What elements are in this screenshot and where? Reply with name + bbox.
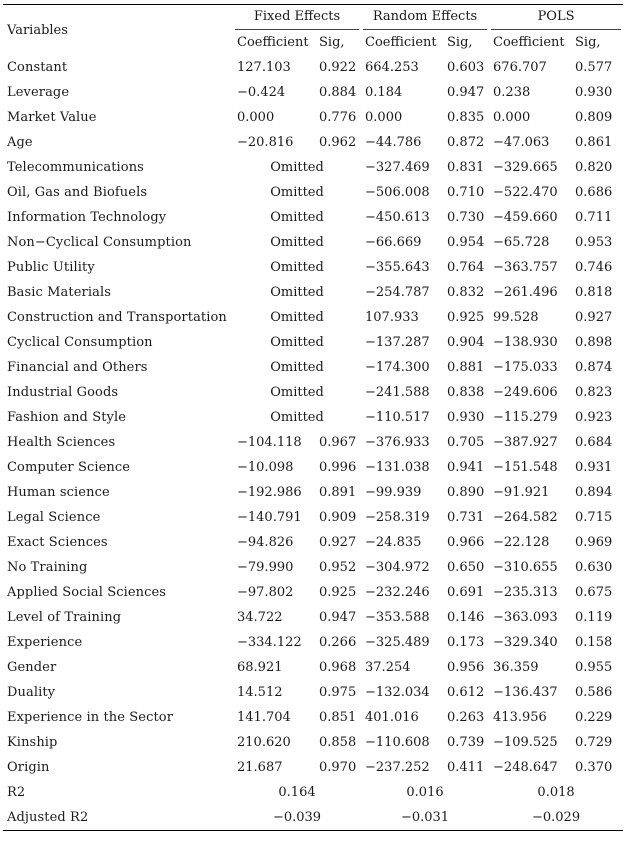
fe-coefficient-cell: 14.512 [237,685,283,700]
re-coefficient-cell: −353.588 [365,610,430,625]
table-body [3,55,623,831]
fe-coefficient-cell: −20.816 [237,135,294,150]
pols-sig-cell: 0.874 [575,360,613,375]
table-row [3,655,623,680]
pols-coefficient-cell: −264.582 [493,510,558,525]
fe-coefficient-cell: −79.990 [237,560,294,575]
re-sig-cell: 0.890 [447,485,485,500]
table-row [3,530,623,555]
pols-sig-cell: 0.931 [575,460,613,475]
fe-coefficient-header: Coefficient [237,35,309,50]
variable-name: Telecommunications [7,160,144,175]
summary-row [3,805,623,831]
variable-name: Fashion and Style [7,410,127,425]
re-sig-cell: 0.881 [447,360,485,375]
pols-sig-cell: 0.953 [575,235,613,250]
pols-coefficient-cell: −138.930 [493,335,558,350]
fe-omitted-cell: Omitted [270,360,324,375]
fe-sig-cell: 0.884 [319,85,357,100]
table-row [3,705,623,730]
fe-sig-cell: 0.922 [319,60,357,75]
fe-coefficient-cell: 21.687 [237,760,283,775]
re-coefficient-cell: −110.517 [365,410,430,425]
variable-name: Market Value [7,110,97,125]
pols-coefficient-cell: −329.340 [493,635,558,650]
pols-sig-cell: 0.823 [575,385,613,400]
re-coefficient-cell: −237.252 [365,760,430,775]
re-coefficient-cell: 664.253 [365,60,419,75]
re-sig-cell: 0.411 [447,760,485,775]
pols-sig-cell: 0.119 [575,610,613,625]
fe-sig-header: Sig, [319,35,345,50]
pols-sig-cell: 0.715 [575,510,613,525]
re-sig-cell: 0.710 [447,185,485,200]
re-coefficient-cell: 107.933 [365,310,419,325]
table-row [3,105,623,130]
re-sig-cell: 0.930 [447,410,485,425]
random-effects-header: Random Effects [361,5,489,31]
table-row [3,605,623,630]
fe-omitted-cell: Omitted [270,285,324,300]
fe-omitted-cell: Omitted [270,235,324,250]
summary-row [3,780,623,805]
fe-sig-cell: 0.927 [319,535,357,550]
variable-name: Leverage [7,85,70,100]
variable-name: Applied Social Sciences [7,585,167,600]
re-coefficient-cell: −132.034 [365,685,430,700]
re-sig-cell: 0.146 [447,610,485,625]
re-sig-cell: 0.612 [447,685,485,700]
variable-name: Construction and Transportation [7,310,227,325]
re-coefficient-cell: 401.016 [365,710,419,725]
re-coefficient-cell: −506.008 [365,185,430,200]
pols-coefficient-cell: 676.707 [493,60,547,75]
fe-sig-cell: 0.970 [319,760,357,775]
table-row [3,80,623,105]
fe-omitted-cell: Omitted [270,185,324,200]
re-coefficient-cell: −376.933 [365,435,430,450]
variable-name: Age [7,135,33,150]
summary-label: Adjusted R2 [3,805,233,831]
pols-coefficient-cell: −151.548 [493,460,558,475]
variable-name: Human science [7,485,110,500]
table-row [3,430,623,455]
summary-label: R2 [7,785,26,800]
re-summary-value: −0.031 [361,805,489,831]
re-sig-cell: 0.731 [447,510,485,525]
pols-coefficient-cell: −310.655 [493,560,558,575]
pols-coefficient-cell: −115.279 [493,410,558,425]
table-row [3,130,623,155]
re-coefficient-cell: −232.246 [365,585,430,600]
re-sig-cell: 0.956 [447,660,485,675]
re-sig-cell: 0.838 [447,385,485,400]
variable-name: Origin [7,760,50,775]
re-coefficient-cell: 37.254 [365,660,411,675]
pols-sig-cell: 0.809 [575,110,613,125]
fe-coefficient-cell: 210.620 [237,735,291,750]
fe-omitted-cell: Omitted [270,210,324,225]
fe-summary-value: −0.039 [233,805,361,831]
pols-coefficient-cell: −248.647 [493,760,558,775]
pols-coefficient-cell: −47.063 [493,135,550,150]
re-coefficient-cell: −450.613 [365,210,430,225]
re-sig-cell: 0.941 [447,460,485,475]
pols-coefficient-cell: −363.757 [493,260,558,275]
table-row [3,55,623,80]
fe-sig-cell: 0.925 [319,585,357,600]
re-coefficient-cell: −258.319 [365,510,430,525]
pols-sig-cell: 0.686 [575,185,613,200]
re-coefficient-cell: −24.835 [365,535,422,550]
table-row [3,280,623,305]
fe-sig-cell: 0.776 [319,110,357,125]
table-row [3,305,623,330]
pols-coefficient-cell: −109.525 [493,735,558,750]
pols-coefficient-cell: −363.093 [493,610,558,625]
table-row [3,230,623,255]
re-coefficient-cell: −99.939 [365,485,422,500]
pols-sig-cell: 0.923 [575,410,613,425]
re-coefficient-cell: −174.300 [365,360,430,375]
pols-coefficient-cell: −65.728 [493,235,550,250]
re-summary-value: 0.016 [406,785,444,800]
pols-sig-cell: 0.586 [575,685,613,700]
fe-coefficient-cell: 68.921 [237,660,283,675]
re-sig-cell: 0.173 [447,635,485,650]
pols-sig-header: Sig, [575,35,601,50]
re-coefficient-cell: −254.787 [365,285,430,300]
pols-summary-value: −0.029 [489,805,623,831]
table-row [3,580,623,605]
re-coefficient-cell: −304.972 [365,560,430,575]
variable-name: Public Utility [7,260,95,275]
fe-omitted-cell: Omitted [270,335,324,350]
variable-name: Information Technology [7,210,167,225]
pols-coefficient-cell: −249.606 [493,385,558,400]
table-row [3,380,623,405]
variable-name: Exact Sciences [7,535,108,550]
fe-omitted-cell: Omitted [270,160,324,175]
pols-sig-cell: 0.927 [575,310,613,325]
table-row [3,755,623,780]
pols-sig-cell: 0.820 [575,160,613,175]
variable-name: Kinship [7,735,58,750]
variable-name: Experience [7,635,83,650]
pols-sig-cell: 0.861 [575,135,613,150]
fe-sig-cell: 0.952 [319,560,357,575]
variable-name: Basic Materials [7,285,111,300]
table-row [3,355,623,380]
re-coefficient-cell: −44.786 [365,135,422,150]
pols-sig-cell: 0.675 [575,585,613,600]
fe-coefficient-cell: −0.424 [237,85,286,100]
pols-sig-cell: 0.630 [575,560,613,575]
pols-coefficient-cell: 0.000 [493,110,531,125]
table-row [3,330,623,355]
fe-coefficient-cell: −140.791 [237,510,302,525]
variable-name: Duality [7,685,56,700]
pols-sig-cell: 0.894 [575,485,613,500]
fe-sig-cell: 0.266 [319,635,357,650]
pols-coefficient-cell: −175.033 [493,360,558,375]
re-sig-cell: 0.603 [447,60,485,75]
pols-coefficient-cell: −387.927 [493,435,558,450]
re-sig-cell: 0.263 [447,710,485,725]
fe-sig-cell: 0.967 [319,435,357,450]
pols-coefficient-header: Coefficient [493,35,565,50]
table-row [3,630,623,655]
fe-omitted-cell: Omitted [270,260,324,275]
table-row [3,405,623,430]
pols-summary-value: 0.018 [537,785,575,800]
variable-name: Constant [7,60,68,75]
variable-name: Health Sciences [7,435,116,450]
fe-sig-cell: 0.851 [319,710,357,725]
re-sig-cell: 0.739 [447,735,485,750]
fixed-effects-header: Fixed Effects [233,5,361,31]
variable-name: Industrial Goods [7,385,119,400]
regression-results-table [3,4,623,831]
table-row [3,180,623,205]
fe-sig-cell: 0.947 [319,610,357,625]
fe-coefficient-cell: −97.802 [237,585,294,600]
variable-name: Level of Training [7,610,122,625]
re-sig-cell: 0.764 [447,260,485,275]
fe-sig-cell: 0.909 [319,510,357,525]
re-sig-cell: 0.904 [447,335,485,350]
re-sig-header: Sig, [447,35,473,50]
pols-sig-cell: 0.711 [575,210,613,225]
table-row [3,730,623,755]
pols-header: POLS [489,5,623,31]
table-row [3,155,623,180]
fe-coefficient-cell: 34.722 [237,610,283,625]
pols-coefficient-cell: −261.496 [493,285,558,300]
fe-sig-cell: 0.975 [319,685,357,700]
re-coefficient-cell: −355.643 [365,260,430,275]
re-sig-cell: 0.691 [447,585,485,600]
re-coefficient-cell: −131.038 [365,460,430,475]
pols-sig-cell: 0.930 [575,85,613,100]
re-coefficient-cell: −327.469 [365,160,430,175]
fe-coefficient-cell: 141.704 [237,710,291,725]
pols-coefficient-cell: 99.528 [493,310,539,325]
fe-summary-value: 0.164 [278,785,316,800]
re-sig-cell: 0.872 [447,135,485,150]
pols-coefficient-cell: −136.437 [493,685,558,700]
re-coefficient-cell: 0.000 [365,110,403,125]
variable-name: Gender [7,660,57,675]
pols-coefficient-cell: 413.956 [493,710,547,725]
fe-sig-cell: 0.891 [319,485,357,500]
table-row [3,255,623,280]
table-header [3,5,623,56]
re-sig-cell: 0.966 [447,535,485,550]
re-coefficient-cell: 0.184 [365,85,403,100]
re-sig-cell: 0.947 [447,85,485,100]
pols-sig-cell: 0.729 [575,735,613,750]
variables-column-header: Variables [3,5,233,56]
pols-sig-cell: 0.370 [575,760,613,775]
re-sig-cell: 0.705 [447,435,485,450]
pols-coefficient-cell: −329.665 [493,160,558,175]
re-sig-cell: 0.954 [447,235,485,250]
pols-sig-cell: 0.818 [575,285,613,300]
pols-coefficient-cell: −22.128 [493,535,550,550]
re-sig-cell: 0.835 [447,110,485,125]
fe-omitted-cell: Omitted [270,385,324,400]
re-coefficient-cell: −241.588 [365,385,430,400]
variable-name: Financial and Others [7,360,148,375]
fe-coefficient-cell: 127.103 [237,60,291,75]
table-row [3,680,623,705]
pols-sig-cell: 0.684 [575,435,613,450]
variable-name: Legal Science [7,510,101,525]
table-row [3,505,623,530]
fe-omitted-cell: Omitted [270,410,324,425]
re-coefficient-header: Coefficient [365,35,437,50]
re-coefficient-cell: −66.669 [365,235,422,250]
pols-sig-cell: 0.898 [575,335,613,350]
pols-coefficient-cell: 0.238 [493,85,531,100]
pols-coefficient-cell: −235.313 [493,585,558,600]
fe-omitted-cell: Omitted [270,310,324,325]
fe-coefficient-cell: −94.826 [237,535,294,550]
variable-name: No Training [7,560,88,575]
fe-coefficient-cell: −10.098 [237,460,294,475]
re-coefficient-cell: −137.287 [365,335,430,350]
pols-sig-cell: 0.746 [575,260,613,275]
table-row [3,555,623,580]
variable-name: Computer Science [7,460,131,475]
table-row [3,455,623,480]
pols-sig-cell: 0.577 [575,60,613,75]
fe-sig-cell: 0.968 [319,660,357,675]
re-sig-cell: 0.730 [447,210,485,225]
fe-sig-cell: 0.962 [319,135,357,150]
variable-name: Non−Cyclical Consumption [7,235,192,250]
fe-coefficient-cell: −104.118 [237,435,302,450]
fe-coefficient-cell: −192.986 [237,485,302,500]
pols-sig-cell: 0.229 [575,710,613,725]
re-sig-cell: 0.832 [447,285,485,300]
variable-name: Experience in the Sector [7,710,174,725]
re-sig-cell: 0.650 [447,560,485,575]
pols-coefficient-cell: 36.359 [493,660,539,675]
pols-sig-cell: 0.158 [575,635,613,650]
fe-sig-cell: 0.858 [319,735,357,750]
re-sig-cell: 0.831 [447,160,485,175]
pols-coefficient-cell: −91.921 [493,485,550,500]
pols-sig-cell: 0.955 [575,660,613,675]
fe-sig-cell: 0.996 [319,460,357,475]
pols-coefficient-cell: −459.660 [493,210,558,225]
fe-coefficient-cell: 0.000 [237,110,275,125]
re-coefficient-cell: −325.489 [365,635,430,650]
fe-coefficient-cell: −334.122 [237,635,302,650]
variable-name: Cyclical Consumption [7,335,153,350]
pols-coefficient-cell: −522.470 [493,185,558,200]
table-row [3,205,623,230]
variable-name: Oil, Gas and Biofuels [7,185,148,200]
pols-sig-cell: 0.969 [575,535,613,550]
re-coefficient-cell: −110.608 [365,735,430,750]
table-row [3,480,623,505]
re-sig-cell: 0.925 [447,310,485,325]
